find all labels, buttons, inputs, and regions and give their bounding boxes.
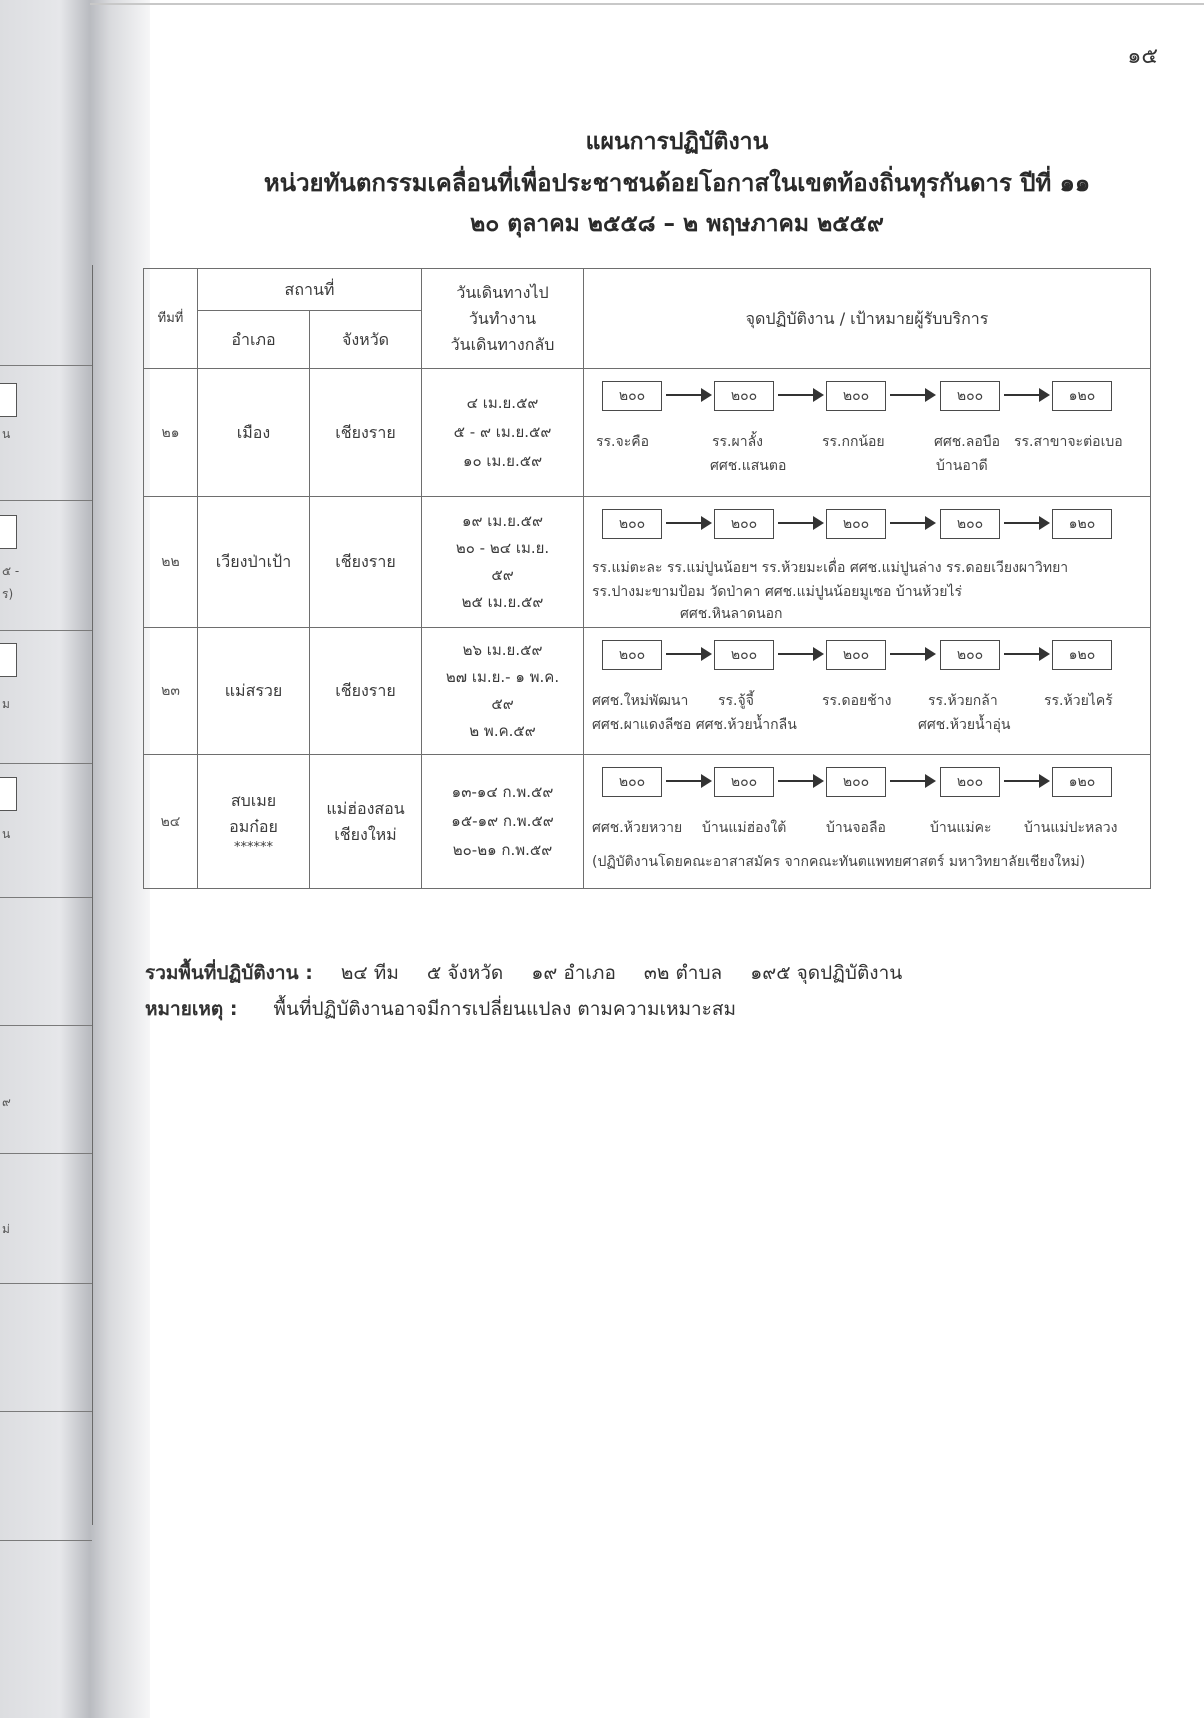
target-box: ๒๐๐ [602,381,662,411]
target-box: ๒๐๐ [940,767,1000,797]
remark-text: พื้นที่ปฏิบัติงานอาจมีการเปลี่ยนแปลง ตามความเหมาะสม [273,998,736,1020]
arrow-right-icon [778,522,822,524]
route-cell [584,628,1151,755]
arrow-right-icon [666,653,710,655]
document-title: แผนการปฏิบัติงาน [585,129,769,155]
document-subtitle: หน่วยทันตกรรมเคลื่อนที่เพื่อประชาชนด้อยโอกาสในเขตท้องถิ่นทุรกันดาร ปีที่ ๑๑ [263,169,1091,197]
team-number: ๒๔ [144,755,198,889]
remark-label: หมายเหตุ : [145,998,238,1020]
target-flow [584,628,1150,676]
target-box: ๒๐๐ [826,381,886,411]
site-label: ศศช.ลอบือ [934,434,1001,450]
summary-sites: ๑๙๕ จุดปฏิบัติงาน [750,962,903,984]
summary-teams: ๒๔ ทีม [340,962,399,984]
target-box: ๒๐๐ [602,509,662,539]
province: เชียงราย [310,628,422,755]
arrow-right-icon [890,653,934,655]
target-box: ๒๐๐ [826,509,886,539]
arrow-right-icon [890,394,934,396]
arrow-right-icon [1004,653,1048,655]
left-fragment: ๙ [2,1095,11,1109]
date-range: ๔ เม.ย.๕๙ ๕ - ๙ เม.ย.๕๙ ๑๐ เม.ย.๕๙ [422,369,584,497]
header-dates: วันเดินทางไป วันทำงาน วันเดินทางกลับ [422,269,584,369]
date-range: ๑๙ เม.ย.๕๙ ๒๐ - ๒๔ เม.ย. ๕๙ ๒๕ เม.ย.๕๙ [422,497,584,628]
operation-plan-table [143,268,1151,889]
site-label: บ้านแม่ฮ่องใต้ [702,820,787,836]
arrow-right-icon [778,653,822,655]
remark-line [145,994,736,1024]
province: เชียงราย [310,497,422,628]
site-label: รร.กกน้อย [822,434,885,450]
target-box: ๑๒๐ [1052,381,1112,411]
left-fragment: ๕ - [2,564,20,578]
table-row [144,497,1151,628]
arrow-right-icon [890,522,934,524]
target-box: ๒๐๐ [826,767,886,797]
site-label: ศศช.ห้วยน้ำอุ่น [918,717,1011,733]
site-label: รร.จะคือ [596,434,650,450]
province: แม่ฮ่องสอน เชียงใหม่ [310,755,422,889]
province: เชียงราย [310,369,422,497]
district: สบเมย อมก๋อย ****** [198,755,310,889]
adjacent-page-strip [0,265,93,1525]
target-box: ๒๐๐ [940,381,1000,411]
target-box: ๒๐๐ [940,640,1000,670]
arrow-right-icon [778,780,822,782]
header-location: สถานที่ [198,269,422,311]
top-edge-line [90,3,1204,5]
district: เวียงป่าเป้า [198,497,310,628]
arrow-right-icon [1004,780,1048,782]
target-box: ๒๐๐ [714,640,774,670]
district: เมือง [198,369,310,497]
table-row [144,628,1151,755]
target-box: ๑๒๐ [1052,509,1112,539]
site-line: รร.แม่ตะละ รร.แม่ปูนน้อยฯ รร.ห้วยมะเดื่อ ศศช.แม่ปูนล่าง รร.ดอยเวียงผาวิทยา [592,560,1069,576]
target-box: ๒๐๐ [940,509,1000,539]
site-label: บ้านจอลือ [826,820,886,836]
site-label: รร.ดอยช้าง [822,693,892,709]
arrow-right-icon [666,780,710,782]
target-flow [584,497,1150,545]
left-fragment: ร) [2,587,14,601]
target-box: ๒๐๐ [714,509,774,539]
arrow-right-icon [1004,522,1048,524]
header-district: อำเภอ [198,311,310,369]
left-fragment: น [2,427,11,441]
target-box: ๒๐๐ [602,640,662,670]
site-label: รร.ห้วยกล้า [928,693,998,709]
header-route: จุดปฏิบัติงาน / เป้าหมายผู้รับบริการ [584,269,1151,369]
district: แม่สรวย [198,628,310,755]
summary-line [145,958,902,988]
route-cell [584,497,1151,628]
site-label: ศศช.ผาแดงลีซอ ศศช.ห้วยน้ำกลืน [592,717,797,733]
route-cell [584,369,1151,497]
site-label: บ้านแม่คะ [930,820,992,836]
volunteer-note: (ปฏิบัติงานโดยคณะอาสาสมัคร จากคณะทันตแพทยศาสตร์ มหาวิทยาลัยเชียงใหม่) [592,854,1086,870]
document-date-range: ๒๐ ตุลาคม ๒๕๕๘ – ๒ พฤษภาคม ๒๕๕๙ [470,211,884,237]
arrow-right-icon [890,780,934,782]
left-fragment: ม [2,697,10,711]
site-label: ศศช.ใหม่พัฒนา [592,693,689,709]
left-fragment: ม่ [2,1222,10,1236]
site-label: บ้านอาดี [936,458,988,474]
site-line: ศศช.หินลาดนอก [680,606,783,622]
page-number: ๑๕ [1127,44,1158,69]
arrow-right-icon [666,522,710,524]
arrow-right-icon [1004,394,1048,396]
site-line: รร.ปางมะขามป้อม วัดป่าคา ศศช.แม่ปูนน้อยมูเซอ บ้านห้วยไร่ [592,584,963,600]
team-number: ๒๓ [144,628,198,755]
site-label: บ้านแม่ปะหลวง [1024,820,1118,836]
summary-provinces: ๕ จังหวัด [426,962,504,984]
target-box: ๒๐๐ [826,640,886,670]
arrow-right-icon [666,394,710,396]
route-cell [584,755,1151,889]
target-box: ๒๐๐ [714,767,774,797]
site-label: รร.ห้วยไคร้ [1044,693,1113,709]
summary-label: รวมพื้นที่ปฏิบัติงาน : [145,962,313,984]
site-label: รร.สาขาจะต่อเบอ [1014,434,1123,450]
target-box: ๑๒๐ [1052,640,1112,670]
header-team: ทีมที่ [144,269,198,369]
target-box: ๑๒๐ [1052,767,1112,797]
table-row [144,369,1151,497]
table-row [144,755,1151,889]
site-label: ศศช.ห้วยหวาย [592,820,683,836]
left-fragment: น [2,827,11,841]
team-number: ๒๑ [144,369,198,497]
summary-subdistricts: ๓๒ ตำบล [643,962,723,984]
target-box: ๒๐๐ [602,767,662,797]
target-flow [584,755,1150,803]
site-label: รร.ผาลั้ง [712,434,763,450]
date-range: ๑๓-๑๔ ก.พ.๕๙ ๑๕-๑๙ ก.พ.๕๙ ๒๐-๒๑ ก.พ.๕๙ [422,755,584,889]
site-label: รร.จู้จี้ [718,693,754,709]
team-number: ๒๒ [144,497,198,628]
target-box: ๒๐๐ [714,381,774,411]
target-flow [584,369,1150,417]
arrow-right-icon [778,394,822,396]
summary-districts: ๑๙ อำเภอ [531,962,616,984]
date-range: ๒๖ เม.ย.๕๙ ๒๗ เม.ย.- ๑ พ.ค. ๕๙ ๒ พ.ค.๕๙ [422,628,584,755]
header-province: จังหวัด [310,311,422,369]
site-label: ศศช.แสนตอ [710,458,787,474]
